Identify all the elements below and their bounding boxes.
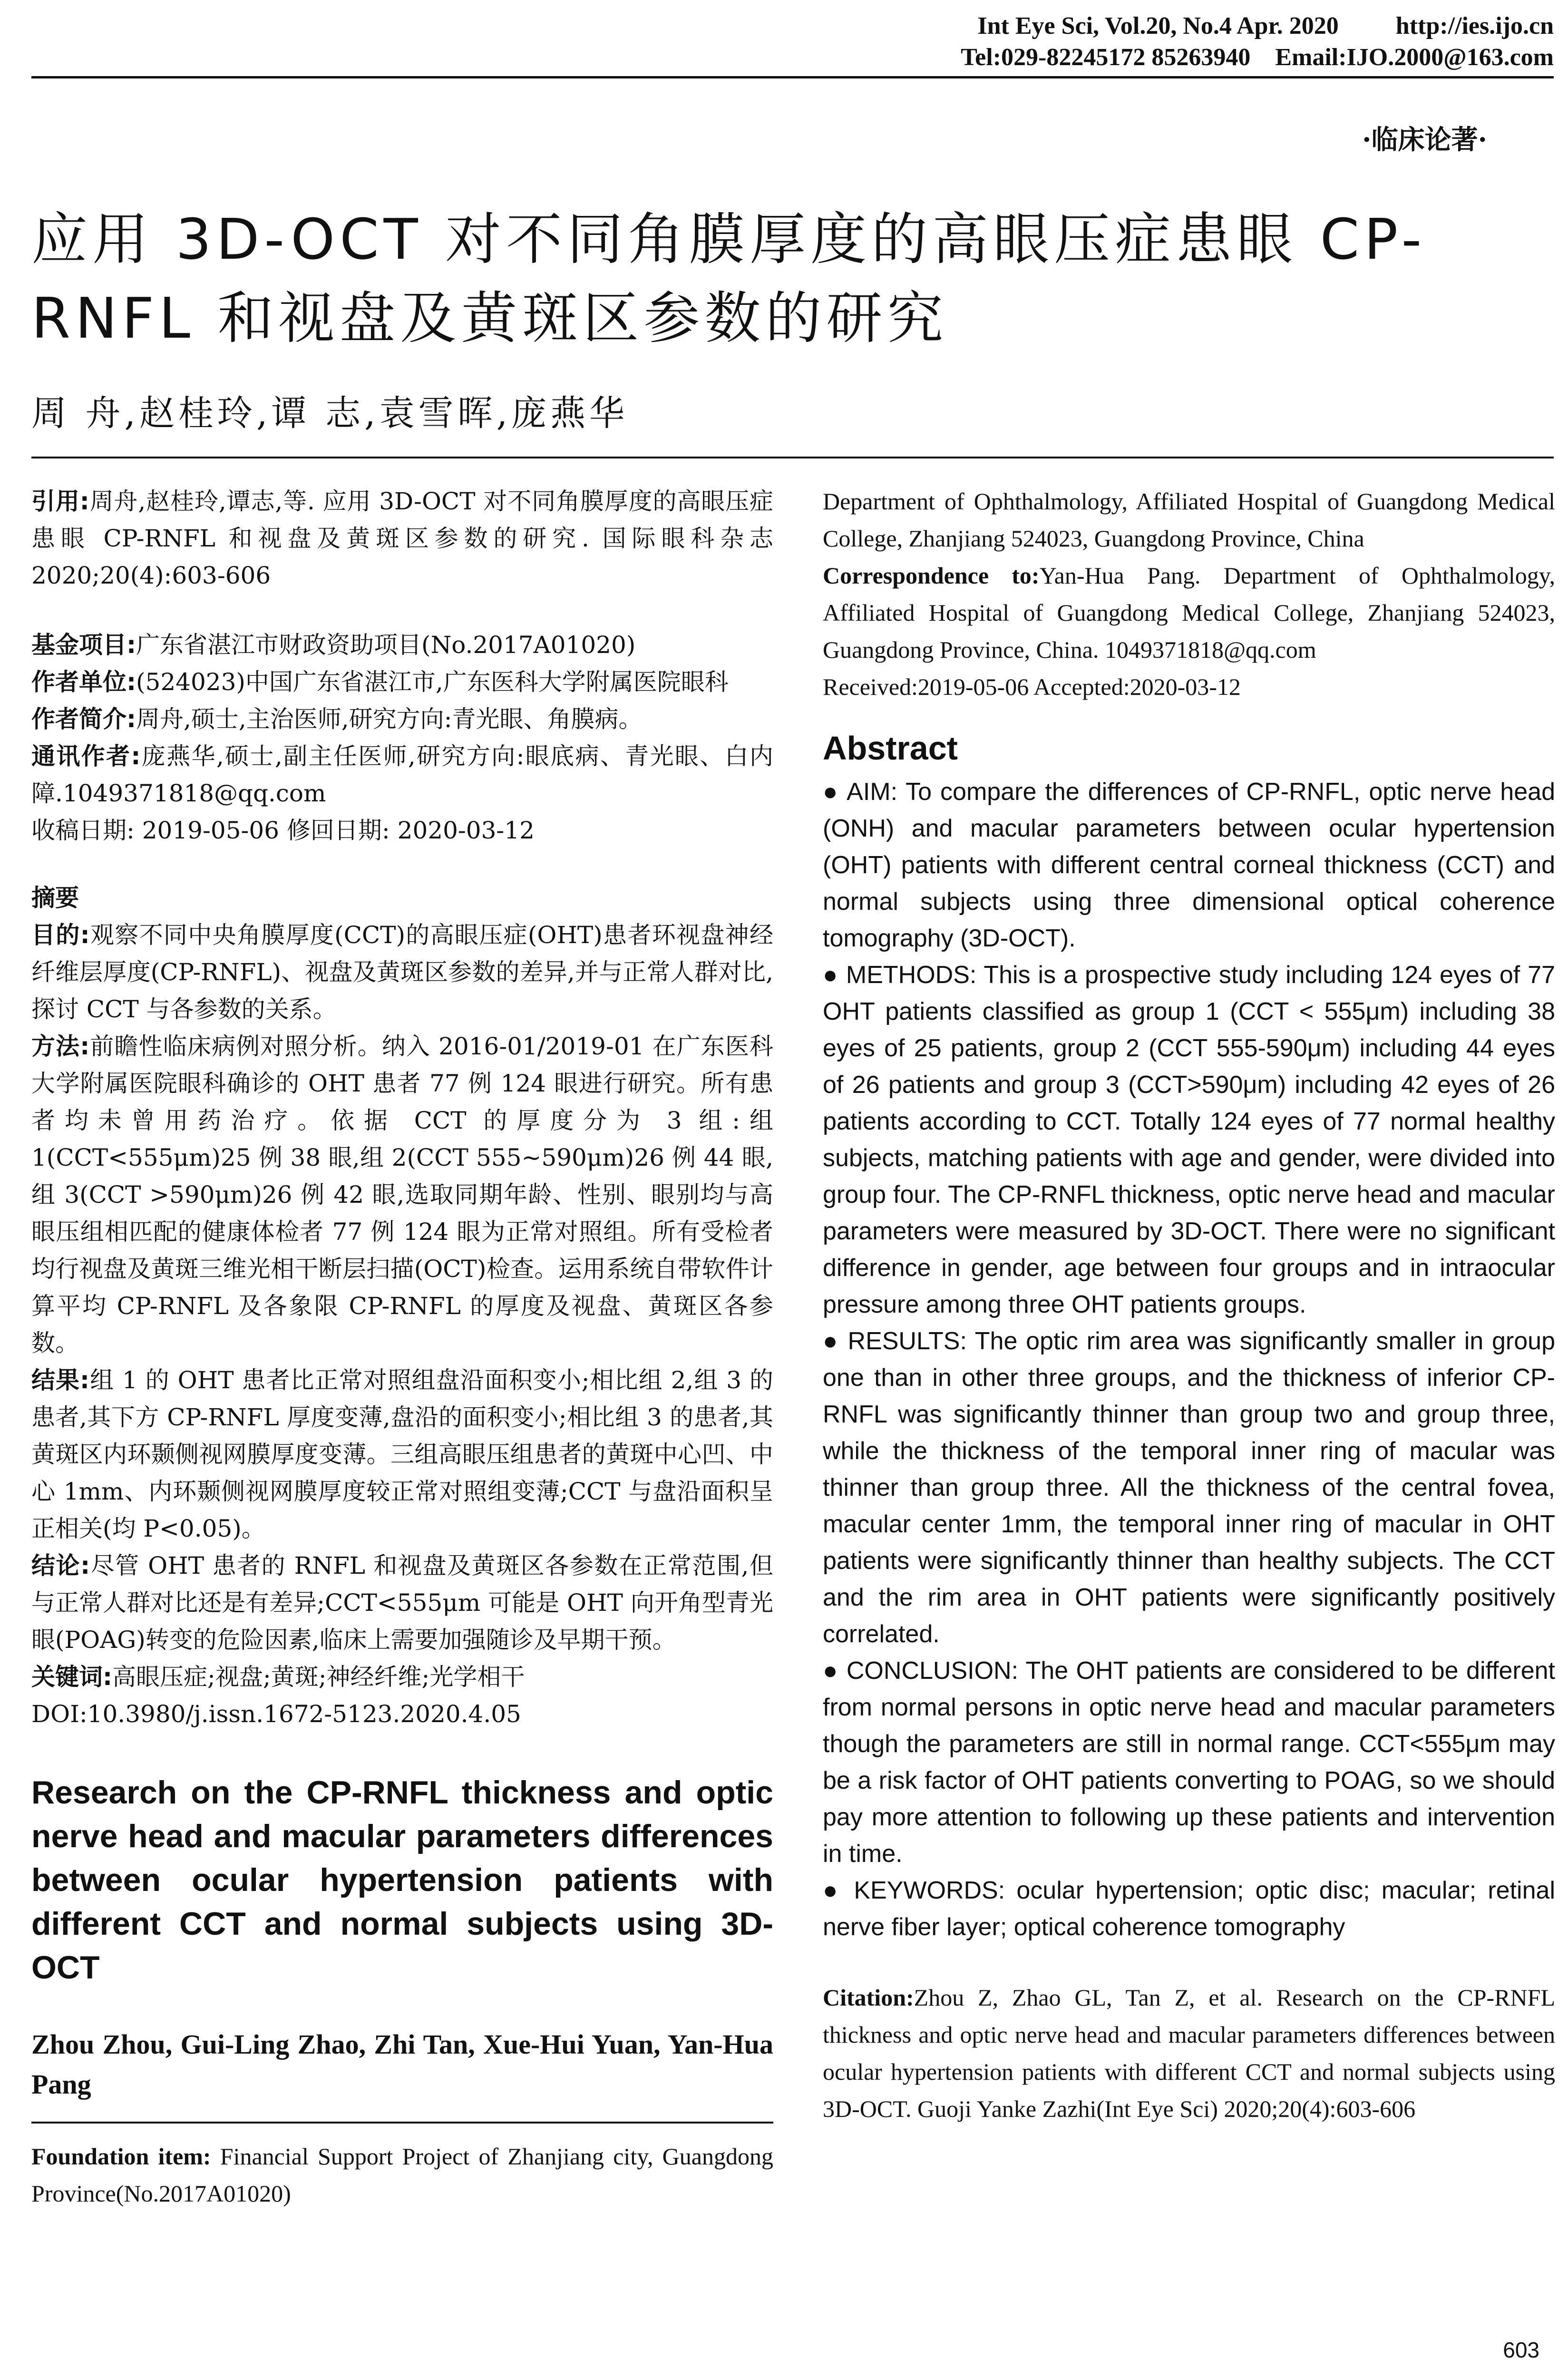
authors-cn: 周 舟,赵桂玲,谭 志,袁雪晖,庞燕华 [31, 393, 629, 434]
left-column [31, 483, 773, 2212]
corr-cn: 通讯作者:庞燕华,硕士,副主任医师,研究方向:眼底病、青光眼、白内障.1049371818@qq.com [31, 742, 773, 807]
authors-en: Zhou Zhou, Gui-Ling Zhao, Zhi Tan, Xue-Hui Yuan, Yan-Hua Pang [31, 2029, 773, 2100]
unit-cn: 作者单位:(524023)中国广东省湛江市,广东医科大学附属医院眼科 [31, 668, 729, 696]
affiliation-en: Department of Ophthalmology, Affiliated Hospital of Guangdong Medical College, Zhanjiang 524023, Guangdong Province, China [823, 488, 1555, 552]
journal-issue: Int Eye Sci, Vol.20, No.4 Apr. 2020 [977, 12, 1339, 39]
abstract-keywords: ● KEYWORDS: ocular hypertension; optic disc; macular; retinal nerve fiber layer; optical coherence tomography [823, 1877, 1555, 1941]
abstract-conclusion: ● CONCLUSION: The OHT patients are considered to be different from normal persons in optic nerve head and macular parameters though the parameters are still in normal range. CCT<555μm may be a risk factor of OHT patients converting to POAG, so we should pay more attention to following up these patients and intervention in time. [823, 1657, 1555, 1868]
page-number: 603 [1503, 2338, 1539, 2362]
abstract-methods: ● METHODS: This is a prospective study including 124 eyes of 77 OHT patients classified as group 1 (CCT < 555μm) including 38 eyes of 25 patients, group 2 (CCT 555-590μm) including 44 eyes of 26 patients and group 3 (CCT>590μm) including 42 eyes of 26 patients according to CCT. Totally 124 eyes of 77 normal healthy subjects, matching patients with age and gender, were divided into group four. The CP-RNFL thickness, optic nerve head and macular parameters were measured by 3D-OCT. There were no significant difference in gender, age between four groups and in intraocular pressure among three OHT patients groups. [823, 961, 1555, 1318]
methods-cn: 方法:前瞻性临床病例对照分析。纳入 2016-01/2019-01 在广东医科大学附属医院眼科确诊的 OHT 患者 77 例 124 眼进行研究。所有患者均未曾用药治疗。依据 CCT 的厚度分为 3 组:组 1(CCT<555μm)25 例 38 眼,组 2(CCT 555~590μm)26 例 44 眼,组 3(CCT >590μm)26 例 42 眼,选取同期年龄、性别、眼别均与高眼压组相匹配的健康体检者 77 例 124 眼为正常对照组。所有受检者均行视盘及黄斑三维光相干断层扫描(OCT)检查。运用系统自带软件计算平均 CP-RNFL 及各象限 CP-RNFL 的厚度及视盘、黄斑区各参数。 [31, 1033, 773, 1357]
abstract-aim: ● AIM: To compare the differences of CP-RNFL, optic nerve head (ONH) and macular parameters between ocular hypertension (OHT) patients with different central corneal thickness (CCT) and normal subjects using three dimensional optical coherence tomography (3D-OCT). [823, 778, 1555, 952]
article-title-en: Research on the CP-RNFL thickness and optic nerve head and macular parameters differences between ocular hypertension patients with different CCT and normal subjects using 3D-OCT [31, 1774, 773, 1986]
right-column [823, 483, 1555, 2127]
bio-cn: 作者简介:周舟,硕士,主治医师,研究方向:青光眼、角膜病。 [31, 705, 643, 733]
dates-en: Received:2019-05-06 Accepted:2020-03-12 [823, 673, 1241, 700]
header-rule [31, 76, 1554, 78]
abstract-heading-en: Abstract [823, 730, 958, 767]
doi[interactable]: DOI:10.3980/j.issn.1672-5123.2020.4.05 [31, 1700, 521, 1728]
foundation-en: Foundation item: Financial Support Project of Zhanjiang city, Guangdong Province(No.2017A01020) [31, 2143, 773, 2207]
journal-tel: Tel:029-82245172 85263940 [961, 44, 1251, 71]
dates-cn: 收稿日期: 2019-05-06 修回日期: 2020-03-12 [31, 817, 535, 844]
objective-cn: 目的:观察不同中央角膜厚度(CCT)的高眼压症(OHT)患者环视盘神经纤维层厚度(CP-RNFL)、视盘及黄斑区参数的差异,并与正常人群对比,探讨 CCT 与各参数的关系。 [31, 921, 773, 1023]
correspondence-en: Correspondence to:Yan-Hua Pang. Department of Ophthalmology, Affiliated Hospital of Guangdong Medical College, Zhanjiang 524023, Guangdong Province, China. 1049371818@qq.com [823, 562, 1555, 663]
journal-header [840, 10, 1554, 73]
title-rule [31, 457, 1554, 458]
results-cn: 结果:组 1 的 OHT 患者比正常对照组盘沿面积变小;相比组 2,组 3 的患者,其下方 CP-RNFL 厚度变薄,盘沿的面积变小;相比组 3 的患者,其黄斑区内环颞侧视网膜厚度变薄。三组高眼压组患者的黄斑中心凹、中心 1mm、内环颞侧视网膜厚度较正常对照组变薄;CCT 与盘沿面积呈正相关(均 P<0.05)。 [31, 1366, 774, 1542]
abstract-results: ● RESULTS: The optic rim area was significantly smaller in group one than in other three groups, and the thickness of inferior CP-RNFL was significantly thinner than group two and group three, while the thickness of the temporal inner ring of macular was thinner than group three. All the thickness of the central fovea, macular center 1mm, the temporal inner ring of macular in OHT patients were significantly thinner than healthy subjects. The CCT and the rim area in OHT patients were significantly positively correlated. [823, 1327, 1555, 1648]
journal-email[interactable]: Email:IJO.2000@163.com [1275, 44, 1554, 71]
conclusion-cn: 结论:尽管 OHT 患者的 RNFL 和视盘及黄斑区各参数在正常范围,但与正常人群对比还是有差异;CCT<555μm 可能是 OHT 向开角型青光眼(POAG)转变的危险因素,临床上需要加强随诊及早期干预。 [31, 1552, 774, 1654]
citation-cn: 引用:周舟,赵桂玲,谭志,等. 应用 3D-OCT 对不同角膜厚度的高眼压症患眼 CP-RNFL 和视盘及黄斑区参数的研究. 国际眼科杂志 2020;20(4):603-606 [31, 487, 773, 589]
citation-en: Citation:Zhou Z, Zhao GL, Tan Z, et al. Research on the CP-RNFL thickness and optic nerve head and macular parameters differences between ocular hypertension patients with different CCT and normal subjects using 3D-OCT. Guoji Yanke Zazhi(Int Eye Sci) 2020;20(4):603-606 [823, 1984, 1555, 2122]
section-tag: ·临床论著· [1362, 124, 1487, 156]
abstract-heading-cn: 摘要 [31, 884, 79, 912]
article-title-cn: 应用 3D-OCT 对不同角膜厚度的高眼压症患眼 CP-RNFL 和视盘及黄斑区参数的研究 [31, 206, 1427, 351]
fund-cn: 基金项目:广东省湛江市财政资助项目(No.2017A01020) [31, 631, 636, 659]
keywords-cn: 关键词:高眼压症;视盘;黄斑;神经纤维;光学相干 [31, 1663, 525, 1691]
journal-url[interactable]: http://ies.ijo.cn [1395, 12, 1554, 39]
